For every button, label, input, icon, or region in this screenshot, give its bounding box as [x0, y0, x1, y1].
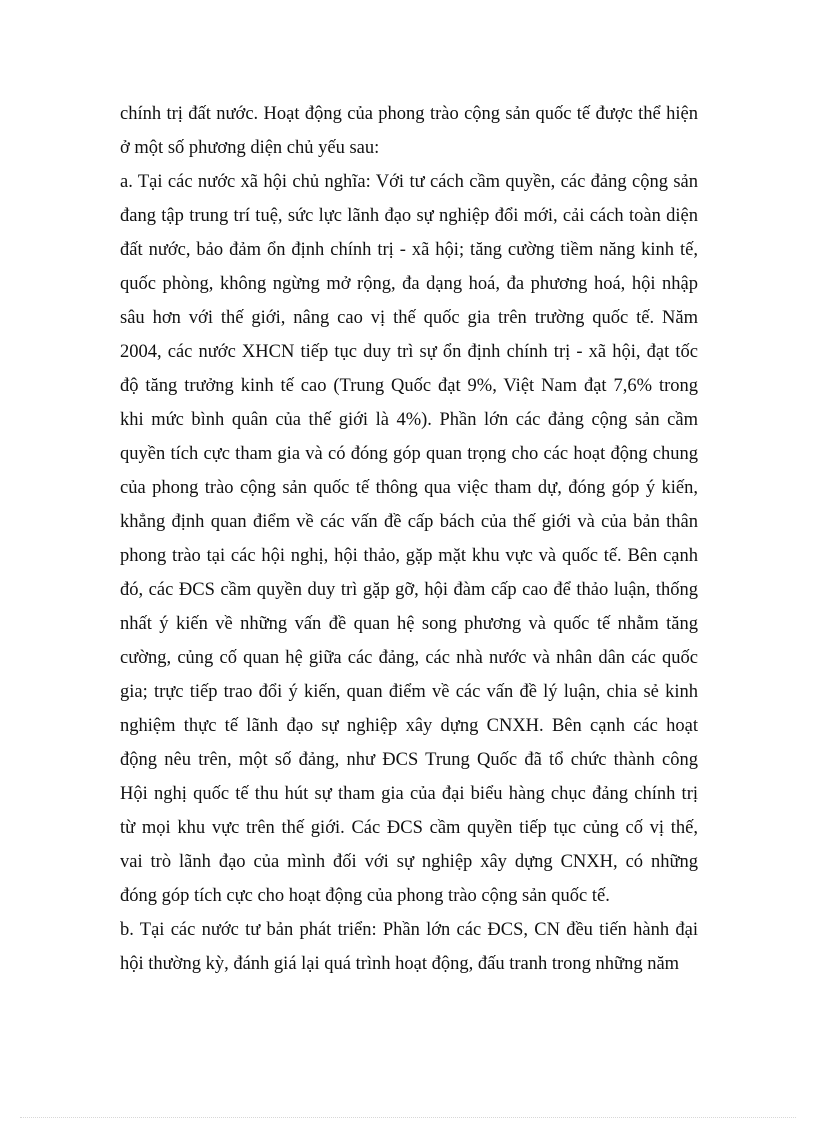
- text-line: đóng góp tích cực cho hoạt động của phong trào cộng sản quốc tế.: [120, 886, 610, 906]
- text-line: phong trào tại các hội nghị, hội thảo, gặp mặt khu vực và quốc tế. Bên cạnh: [120, 546, 698, 566]
- text-line: quyền tích cực tham gia và có đóng góp quan trọng cho các hoạt động chung: [120, 444, 698, 464]
- text-line: của phong trào cộng sản quốc tế thông qua việc tham dự, đóng góp ý kiến,: [120, 478, 698, 498]
- text-line: gia; trực tiếp trao đổi ý kiến, quan điểm về các vấn đề lý luận, chia sẻ kinh: [120, 682, 698, 702]
- text-line: từ mọi khu vực trên thế giới. Các ĐCS cầm quyền tiếp tục củng cố vị thế,: [120, 818, 698, 838]
- text-line: Hội nghị quốc tế thu hút sự tham gia của đại biểu hàng chục đảng chính trị: [120, 784, 698, 804]
- page-bottom-edge: [20, 1117, 796, 1118]
- text-line: 2004, các nước XHCN tiếp tục duy trì sự ổn định chính trị - xã hội, đạt tốc: [120, 342, 698, 362]
- text-line: b. Tại các nước tư bản phát triển: Phần lớn các ĐCS, CN đều tiến hành đại: [120, 920, 698, 940]
- text-line: đang tập trung trí tuệ, sức lực lãnh đạo sự nghiệp đổi mới, cải cách toàn diện: [120, 206, 698, 226]
- text-line: hội thường kỳ, đánh giá lại quá trình hoạt động, đấu tranh trong những năm: [120, 954, 680, 974]
- text-line: a. Tại các nước xã hội chủ nghĩa: Với tư cách cầm quyền, các đảng cộng sản: [120, 172, 698, 192]
- text-line: đó, các ĐCS cầm quyền duy trì gặp gỡ, hội đàm cấp cao để thảo luận, thống: [120, 580, 698, 600]
- text-line: chính trị đất nước. Hoạt động của phong trào cộng sản quốc tế được thể hiện: [120, 104, 698, 124]
- text-line: nghiệm thực tế lãnh đạo sự nghiệp xây dựng CNXH. Bên cạnh các hoạt: [120, 716, 698, 736]
- body-text: [120, 97, 698, 981]
- text-line: khẳng định quan điểm về các vấn đề cấp bách của thế giới và của bản thân: [120, 512, 698, 532]
- text-line: ở một số phương diện chủ yếu sau:: [120, 138, 380, 158]
- text-line: khi mức bình quân của thế giới là 4%). Phần lớn các đảng cộng sản cầm: [120, 410, 698, 430]
- text-line: động nêu trên, một số đảng, như ĐCS Trung Quốc đã tổ chức thành công: [120, 750, 698, 770]
- text-line: nhất ý kiến về những vấn đề quan hệ song phương và quốc tế nhằm tăng: [120, 614, 698, 634]
- text-line: vai trò lãnh đạo của mình đối với sự nghiệp xây dựng CNXH, có những: [120, 852, 698, 872]
- text-line: độ tăng trưởng kinh tế cao (Trung Quốc đạt 9%, Việt Nam đạt 7,6% trong: [120, 376, 698, 396]
- text-line: đất nước, bảo đảm ổn định chính trị - xã hội; tăng cường tiềm năng kinh tế,: [120, 240, 698, 260]
- text-line: quốc phòng, không ngừng mở rộng, đa dạng hoá, đa phương hoá, hội nhập: [120, 274, 698, 294]
- text-line: cường, củng cố quan hệ giữa các đảng, các nhà nước và nhân dân các quốc: [120, 648, 698, 668]
- text-line: sâu hơn với thế giới, nâng cao vị thế quốc gia trên trường quốc tế. Năm: [120, 308, 698, 328]
